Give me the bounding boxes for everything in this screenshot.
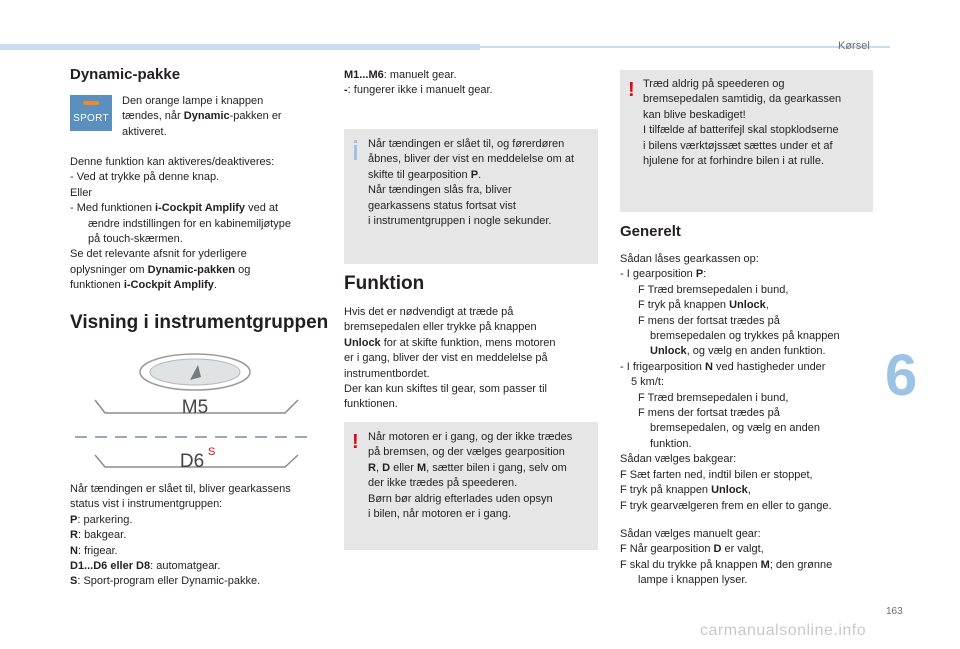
gear-status-text: Når tændingen er slået til, bliver gearkassens status vist i instrumentgruppen: P: parkering. R: bakgear. N: frigear. D1...D6 eller D8: automatgear. S: Sport-program eller Dynamic-pakke. bbox=[70, 482, 332, 590]
gear-s: S: Sport-program eller Dynamic-pakke. bbox=[70, 575, 261, 588]
sport-button-icon bbox=[70, 95, 112, 131]
warning-icon: ! bbox=[628, 79, 635, 101]
watermark: carmanualsonline.info bbox=[700, 622, 867, 639]
activate-text: Denne funktion kan aktiveres/deaktiveres: - Ved at trykke på denne knap. Eller - Med funktionen i-Cockpit Amplify ved at ændre indstillingen for en kabinemiljøtype på touch-skærmen. Se det relevante afsnit for yderligere oplysninger om Dynamic-pakken og funktionen i-Cockpit Amplify. bbox=[70, 156, 291, 292]
dynamic-title: Dynamic-pakke bbox=[70, 66, 181, 83]
sport-icon-label: SPORT bbox=[73, 113, 109, 124]
header-bar-right bbox=[480, 46, 890, 48]
warning-icon: ! bbox=[352, 431, 359, 453]
instrument-gauge-illustration bbox=[70, 345, 320, 475]
gear-p: P: parkering. bbox=[70, 513, 133, 526]
gear-n: N: frigear. bbox=[70, 544, 118, 557]
warning-box-engine: ! Når motoren er i gang, og der ikke trædes på bremsen, og der vælges gearposition R, D eller M, sætter bilen i gang, selv om der ikke trædes på speederen. Børn bør aldrig efterlades uden opsyn i bilen, når motoren er i gang. bbox=[344, 422, 598, 550]
section-title: Kørsel bbox=[838, 40, 870, 52]
gauge-d6-label: D6 bbox=[179, 451, 205, 472]
chapter-number: 6 bbox=[885, 343, 918, 408]
header-bar-left bbox=[0, 44, 480, 50]
warning-box-pedals: ! Træd aldrig på speederen og bremsepedalen samtidig, da gearkassen kan blive beskadiget! I tilfælde af batterifejl skal stopklodserne i bilens værktøjssæt sættes under et af hjulene for at forhindre bilen i at rulle. bbox=[620, 70, 873, 212]
manual-gear-text: M1...M6: manuelt gear. -: fungerer ikke i manuelt gear. bbox=[344, 69, 493, 97]
sport-icon-text: Den orange lampe i knappen tændes, når Dynamic-pakken er aktiveret. bbox=[122, 95, 282, 138]
orange-lamp-icon bbox=[83, 101, 99, 105]
display-title: Visning i instrumentgruppen bbox=[70, 312, 329, 333]
general-text: Sådan låses gearkassen op: - I gearposition P: F Træd bremsepedalen i bund, F tryk på knappen Unlock, F mens der fortsat trædes på bremsepedalen og trykkes på knappen Unlock, og vælg en anden funktion. - I frigearposition N ved hastigheder under 5 km/t: F Træd bremsepedalen i bund, F mens der fortsat trædes på bremsepedalen, og vælg en anden funktion. Sådan vælges bakgear: F Sæt farten ned, indtil bilen er stoppet, F tryk på knappen Unlock, F tryk gearvælgeren frem en eller to gange. bbox=[620, 253, 840, 512]
info-icon bbox=[354, 145, 357, 160]
gear-r: R: bakgear. bbox=[70, 529, 127, 542]
gauge-s-label: S bbox=[208, 446, 216, 458]
info-box: Når tændingen er slået til, og førerdøren åbnes, bliver der vist en meddelelse om at skifte til gearposition P. Når tændingen slås fra, bliver gearkassens status fortsat vist i instrumentgruppen i nogle sekunder. bbox=[344, 129, 598, 264]
gear-d: D1...D6 eller D8: automatgear. bbox=[70, 560, 221, 573]
manual-gear-select-text: Sådan vælges manuelt gear: F Når gearposition D er valgt, F skal du trykke på knappen M; den grønne lampe i knappen lyser. bbox=[620, 528, 833, 587]
page-number: 163 bbox=[886, 606, 903, 617]
gauge-m5-label: M5 bbox=[181, 397, 209, 418]
general-title: Generelt bbox=[620, 223, 681, 240]
function-text: Hvis det er nødvendigt at træde på bremsepedalen eller trykke på knappen Unlock for at skifte funktion, mens motoren er i gang, bliver der vist en meddelelse på instrumentbordet. Der kan kun skiftes til gear, som passer til funktionen. bbox=[344, 306, 556, 411]
function-title: Funktion bbox=[344, 273, 425, 294]
